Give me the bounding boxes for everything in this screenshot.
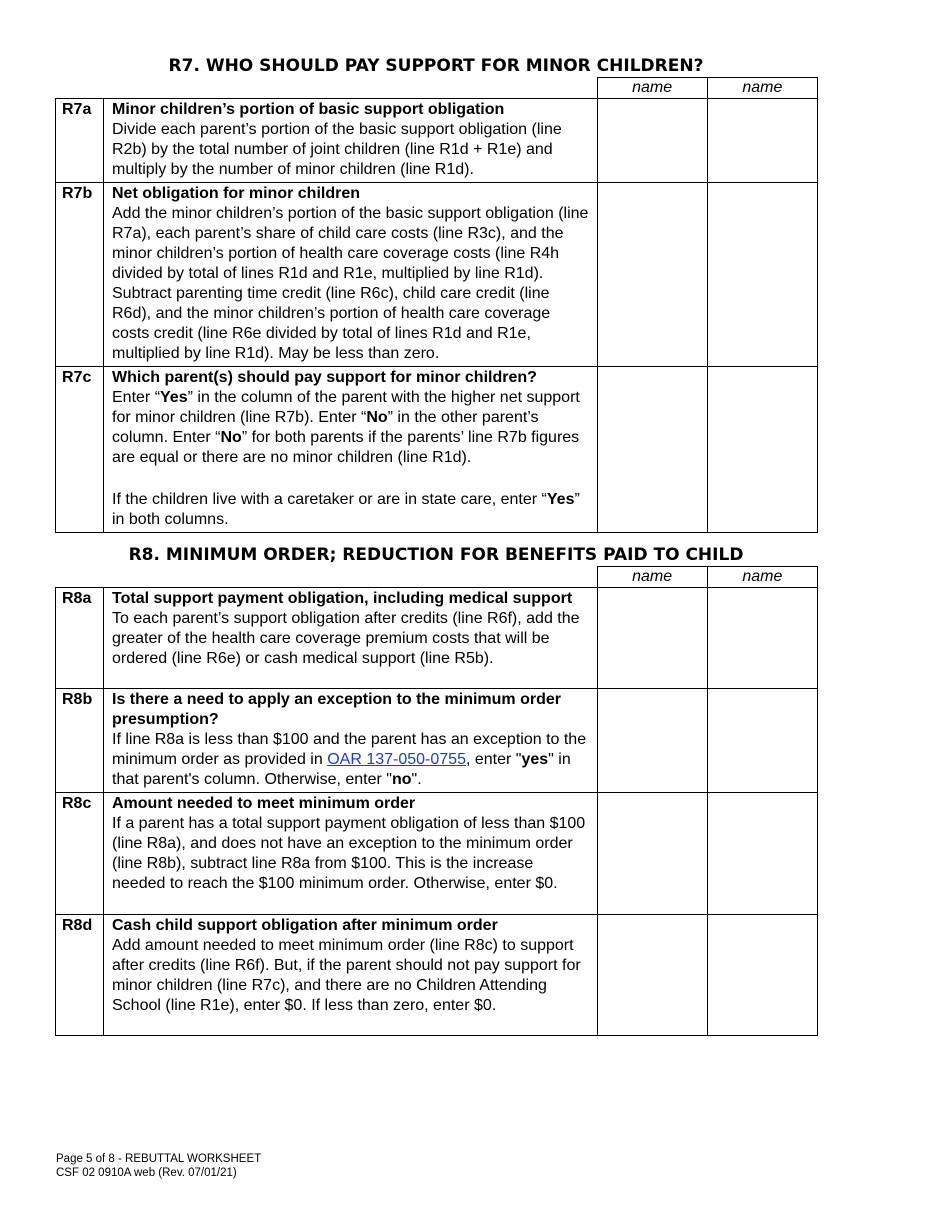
line-code: R8d: [56, 915, 104, 1036]
r7a-value-parent-2[interactable]: [707, 99, 817, 183]
r8b-value-parent-1[interactable]: [597, 689, 707, 793]
line-code: R7a: [56, 99, 104, 183]
r8d-value-parent-1[interactable]: [597, 915, 707, 1036]
page-footer: [56, 1152, 261, 1180]
r7b-value-parent-1[interactable]: [597, 183, 707, 367]
r8-table: [55, 566, 818, 1036]
line-heading: Net obligation for minor children: [112, 185, 360, 202]
r7-section-title: R7. WHO SHOULD PAY SUPPORT FOR MINOR CHILDREN?: [168, 56, 704, 76]
line-code: R7c: [56, 367, 104, 533]
line-code: R8c: [56, 793, 104, 915]
line-heading: Which parent(s) should pay support for minor children?: [112, 369, 537, 386]
line-code: R7b: [56, 183, 104, 367]
table-row: [56, 99, 818, 183]
r8a-value-parent-2[interactable]: [707, 588, 817, 689]
r7a-value-parent-1[interactable]: [597, 99, 707, 183]
r8-section-title: R8. MINIMUM ORDER; REDUCTION FOR BENEFITS PAID TO CHILD: [128, 545, 744, 565]
table-row: [56, 915, 818, 1036]
line-instructions: To each parent’s support obligation after credits (line R6f), add the greater of the health care coverage premium costs that will be ordered (line R6e) or cash medical support (line R5b).: [112, 610, 580, 667]
r7c-value-parent-2[interactable]: [707, 367, 817, 533]
line-note: If the children live with a caretaker or are in state care, enter “Yes” in both columns.: [112, 491, 580, 528]
line-heading: Minor children’s portion of basic support obligation: [112, 101, 505, 118]
table-row: [56, 367, 818, 533]
line-instructions: Add amount needed to meet minimum order (line R8c) to support after credits (line R6f). But, if the parent should not pay support for minor children (line R7c), and there are no Children Attending School (line R1e), enter $0. If less than zero, enter $0.: [112, 937, 581, 1014]
line-code: R8a: [56, 588, 104, 689]
line-instructions: If a parent has a total support payment obligation of less than $100 (line R8a), and does not have an exception to the minimum order (line R8b), subtract line R8a from $100. This is the increase needed to reach the $100 minimum order. Otherwise, enter $0.: [112, 815, 586, 892]
table-row: [56, 183, 818, 367]
r8a-value-parent-1[interactable]: [597, 588, 707, 689]
r7c-value-parent-1[interactable]: [597, 367, 707, 533]
line-heading: Is there a need to apply an exception to the minimum order presumption?: [112, 691, 561, 728]
table-row: [56, 588, 818, 689]
table-row: [56, 793, 818, 915]
line-code: R8b: [56, 689, 104, 793]
r8d-value-parent-2[interactable]: [707, 915, 817, 1036]
line-heading: Cash child support obligation after minimum order: [112, 917, 498, 934]
table-row: [56, 689, 818, 793]
r7-column-header-name-2: name: [707, 78, 817, 99]
r7-column-header-name-1: name: [597, 78, 707, 99]
line-instructions: Divide each parent’s portion of the basic support obligation (line R2b) by the total number of joint children (line R1d + R1e) and multiply by the number of minor children (line R1d).: [112, 121, 562, 178]
footer-form-id: CSF 02 0910A web (Rev. 07/01/21): [56, 1167, 237, 1179]
r7b-value-parent-2[interactable]: [707, 183, 817, 367]
r8-column-header-name-1: name: [597, 567, 707, 588]
r8-column-header-name-2: name: [707, 567, 817, 588]
line-instructions: If line R8a is less than $100 and the parent has an exception to the minimum order as provided in OAR 137-050-0755, enter "yes" in that parent's column. Otherwise, enter "no".: [112, 731, 587, 788]
r7-table: [55, 77, 818, 533]
line-heading: Amount needed to meet minimum order: [112, 795, 416, 812]
line-instructions: Enter “Yes” in the column of the parent with the higher net support for minor children (line R7b). Enter “No” in the other parent’s column. Enter “No” for both parents if the parents’ line R7b figures are equal or there are no minor children (line R1d).: [112, 389, 580, 466]
oar-link[interactable]: OAR 137-050-0755: [327, 751, 466, 768]
line-heading: Total support payment obligation, including medical support: [112, 590, 573, 607]
r8c-value-parent-2[interactable]: [707, 793, 817, 915]
footer-page-label: Page 5 of 8 - REBUTTAL WORKSHEET: [56, 1153, 262, 1165]
r8b-value-parent-2[interactable]: [707, 689, 817, 793]
line-instructions: Add the minor children’s portion of the basic support obligation (line R7a), each parent’s share of child care costs (line R3c), and the minor children’s portion of health care coverage costs (line R4h divided by total of lines R1d and R1e, multiplied by line R1d). Subtract parenting time credit (line R6c), child care credit (line R6d), and the minor children’s portion of health care coverage costs credit (line R6e divided by total of lines R1d and R1e, multiplied by line R1d). May be less than zero.: [112, 205, 589, 362]
r8c-value-parent-1[interactable]: [597, 793, 707, 915]
